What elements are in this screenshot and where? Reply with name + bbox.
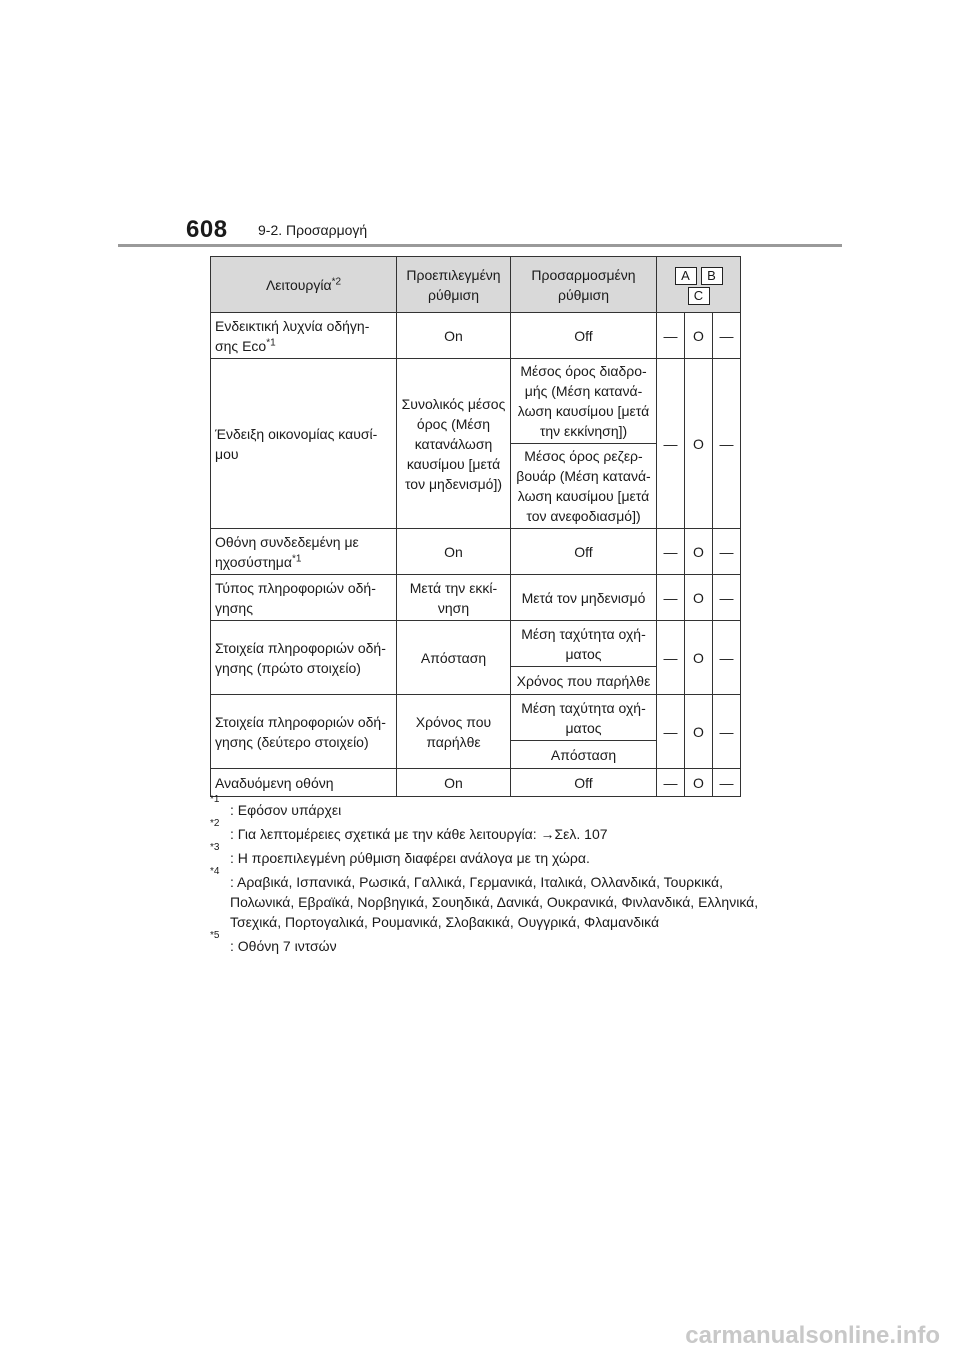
header-function: Λειτουργία$^{*2}$	[211, 257, 397, 313]
row-function: Οθόνη συνδεδεμένη με ηχοσύστημα$^{*1}$	[211, 529, 397, 575]
header-abc	[657, 257, 741, 313]
row-function: Στοιχεία πληροφοριών οδή-γησης (πρώτο στοιχείο)	[211, 621, 397, 695]
row-c: —	[713, 769, 741, 797]
row-function: Στοιχεία πληροφοριών οδή-γησης (δεύτερο στοιχείο)	[211, 695, 397, 769]
row-custom-option-1: Μέση ταχύτητα οχή-ματος	[511, 695, 657, 741]
section-title: 9-2. Προσαρμογή	[258, 222, 368, 238]
row-default: Μετά την εκκί-νηση	[397, 575, 511, 621]
row-b: O	[685, 695, 713, 769]
row-b: O	[685, 313, 713, 359]
row-default: On	[397, 769, 511, 797]
row-custom: Off	[511, 769, 657, 797]
row-default: On	[397, 313, 511, 359]
settings-table	[210, 256, 741, 797]
row-a: —	[657, 359, 685, 529]
column-a-label: A	[675, 267, 697, 285]
column-b-label: B	[701, 267, 723, 285]
table-row	[211, 695, 741, 741]
table-row	[211, 359, 741, 444]
row-default: Χρόνος που παρήλθε	[397, 695, 511, 769]
row-custom: Off	[511, 529, 657, 575]
table-row	[211, 313, 741, 359]
row-a: —	[657, 769, 685, 797]
footnote: *3 : Η προεπιλεγμένη ρύθμιση διαφέρει ανάλογα με τη χώρα.	[210, 842, 590, 866]
row-c: —	[713, 529, 741, 575]
row-a: —	[657, 621, 685, 695]
row-custom-option-2: Απόσταση	[511, 741, 657, 769]
header-custom: Προσαρμοσμένη ρύθμιση	[511, 257, 657, 313]
row-b: O	[685, 621, 713, 695]
row-b: O	[685, 769, 713, 797]
row-c: —	[713, 359, 741, 529]
row-function: Αναδυόμενη οθόνη	[211, 769, 397, 797]
row-custom-option-2: Χρόνος που παρήλθε	[511, 667, 657, 695]
table-header-row	[211, 257, 741, 313]
row-default: Συνολικός μέσος όρος (Μέση κατανάλωση καυσίμου [μετά τον μηδενισμό])	[397, 359, 511, 529]
row-c: —	[713, 621, 741, 695]
footnote: *5 : Οθόνη 7 ιντσών	[210, 930, 337, 954]
row-a: —	[657, 529, 685, 575]
row-c: —	[713, 575, 741, 621]
row-custom: Μετά τον μηδενισμό	[511, 575, 657, 621]
table-row	[211, 621, 741, 667]
row-c: —	[713, 695, 741, 769]
row-a: —	[657, 313, 685, 359]
row-function: Ένδειξη οικονομίας καυσί-μου	[211, 359, 397, 529]
row-default: On	[397, 529, 511, 575]
page-header	[0, 208, 960, 248]
footnote: *4 : Αραβικά, Ισπανικά, Ρωσικά, Γαλλικά, Γερμανικά, Ιταλικά, Ολλανδικά, Τουρκικά, Πολωνικά, Εβραϊκά, Νορβηγικά, Σουηδικά, Δανικά, Ουκρανικά, Φινλανδικά, Ελληνικά, Τσεχικά, Πορτογαλικά, Ρουμανικά, Σλοβακικά, Ουγγρικά, Φλαμανδικά	[210, 866, 759, 930]
row-a: —	[657, 695, 685, 769]
footnote: *1 : Εφόσον υπάρχει	[210, 794, 342, 818]
header-default: Προεπιλεγμένη ρύθμιση	[397, 257, 511, 313]
row-b: O	[685, 575, 713, 621]
column-c-label: C	[688, 287, 710, 305]
watermark: carmanualsonline.info	[685, 1322, 940, 1349]
row-custom-option-1: Μέση ταχύτητα οχή-ματος	[511, 621, 657, 667]
table-row	[211, 769, 741, 797]
page-number: 608	[186, 216, 228, 243]
row-a: —	[657, 575, 685, 621]
row-b: O	[685, 529, 713, 575]
footnotes	[210, 794, 770, 960]
table-row	[211, 575, 741, 621]
row-b: O	[685, 359, 713, 529]
header-divider	[118, 244, 842, 247]
row-default: Απόσταση	[397, 621, 511, 695]
row-custom: Off	[511, 313, 657, 359]
row-function: Τύπος πληροφοριών οδή-γησης	[211, 575, 397, 621]
row-c: —	[713, 313, 741, 359]
table-row	[211, 529, 741, 575]
row-custom-option-2: Μέσος όρος ρεζερ-βουάρ (Μέση κατανά-λωση καυσίμου [μετά τον ανεφοδιασμό])	[511, 444, 657, 529]
row-custom-option-1: Μέσος όρος διαδρο-μής (Μέση κατανά-λωση καυσίμου [μετά την εκκίνηση])	[511, 359, 657, 444]
row-function: Ενδεικτική λυχνία οδήγη-σης Eco$^{*1}$	[211, 313, 397, 359]
footnote: *2 : Για λεπτομέρειες σχετικά με την κάθε λειτουργία: →Σελ. 107	[210, 818, 608, 842]
